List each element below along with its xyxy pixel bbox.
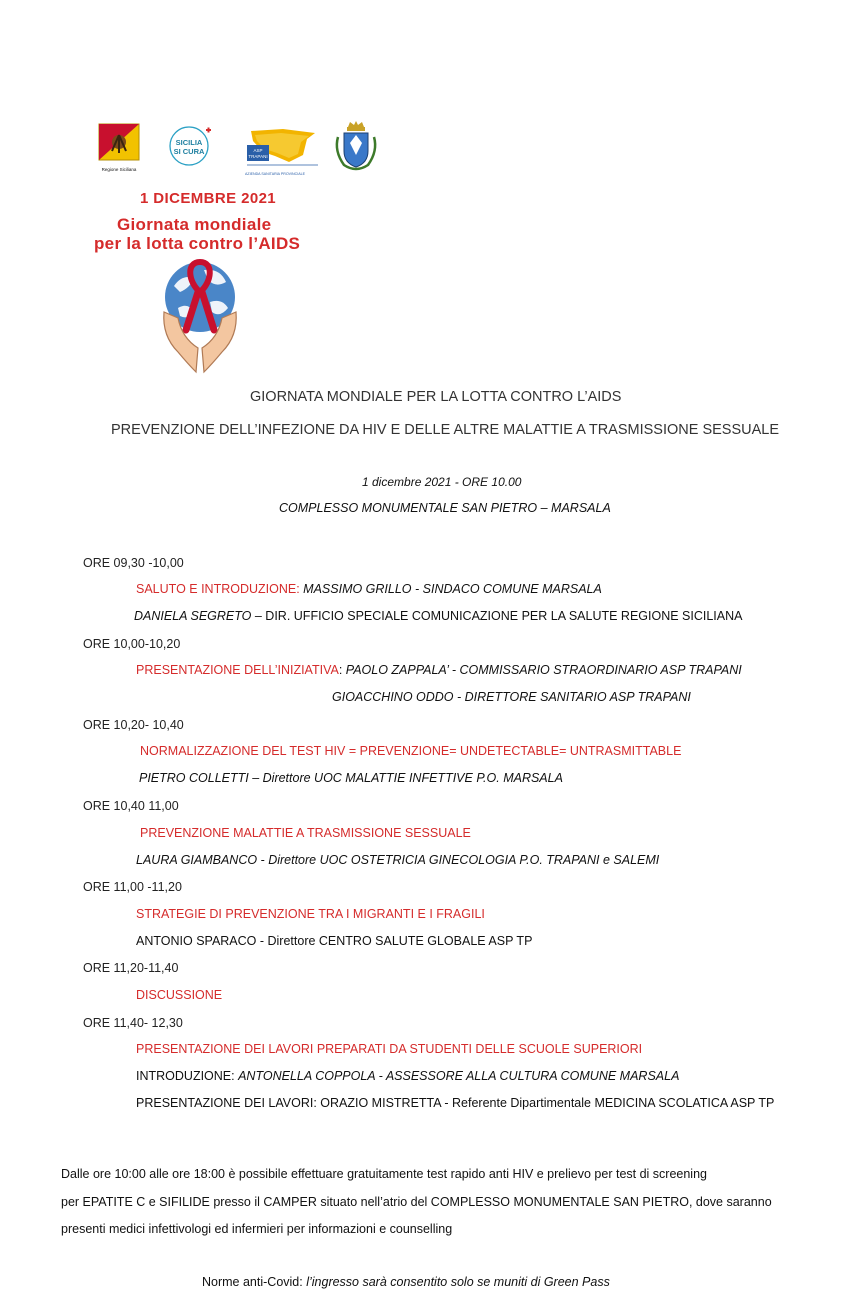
session4-speaker: LAURA GIAMBANCO - Direttore UOC OSTETRICIA GINECOLOGIA P.O. TRAPANI e SALEMI	[136, 853, 660, 867]
session2-colon: :	[338, 663, 343, 677]
heading-line1: GIORNATA MONDIALE PER LA LOTTA CONTRO L’AIDS	[250, 389, 622, 405]
covid-label: Norme anti-Covid:	[202, 1275, 307, 1289]
session7-intro-label: INTRODUZIONE:	[136, 1069, 239, 1083]
svg-text:ASP: ASP	[253, 148, 263, 153]
session5-title: STRATEGIE DI PREVENZIONE TRA I MIGRANTI E I FRAGILI	[136, 907, 485, 921]
session7-works: PRESENTAZIONE DEI LAVORI: ORAZIO MISTRETTA - Referente Dipartimentale MEDICINA SCOLATICA ASP TP	[136, 1096, 775, 1110]
regione-siciliana-logo	[98, 123, 140, 172]
session1-title: SALUTO E INTRODUZIONE:	[136, 582, 300, 596]
sicilia-si-cura-logo	[168, 123, 214, 174]
event-venue: COMPLESSO MONUMENTALE SAN PIETRO – MARSALA	[279, 501, 611, 515]
session2-speaker1: PAOLO ZAPPALA’ - COMMISSARIO STRAORDINARIO ASP TRAPANI	[345, 663, 742, 677]
session7-intro-speaker: ANTONELLA COPPOLA - ASSESSORE ALLA CULTURA COMUNE MARSALA	[238, 1069, 680, 1083]
session1-speaker2-role: – DIR. UFFICIO SPECIALE COMUNICAZIONE PER LA SALUTE REGIONE SICILIANA	[251, 609, 743, 623]
session2-row	[136, 663, 742, 677]
session2-speaker2: GIOACCHINO ODDO - DIRETTORE SANITARIO ASP TRAPANI	[332, 690, 691, 704]
session5-speaker: ANTONIO SPARACO - Direttore CENTRO SALUTE GLOBALE ASP TP	[136, 934, 533, 948]
banner-title-line2: per la lotta contro l’AIDS	[94, 234, 301, 253]
session1-row2	[134, 609, 742, 623]
covid-text: l’ingresso sarà consentito solo se muniti di Green Pass	[306, 1275, 610, 1289]
event-date-time: 1 dicembre 2021 - ORE 10.00	[362, 475, 522, 489]
notice-line2: per EPATITE C e SIFILIDE presso il CAMPER situato nell’atrio del COMPLESSO MONUMENTALE SAN PIETRO, dove saranno	[61, 1195, 772, 1209]
session1-speaker2-name: DANIELA SEGRETO	[134, 609, 252, 623]
session1-speaker1: MASSIMO GRILLO - SINDACO COMUNE MARSALA	[303, 582, 602, 596]
session2-title: PRESENTAZIONE DELL’INIZIATIVA	[136, 663, 339, 677]
notice-line1: Dalle ore 10:00 alle ore 18:00 è possibile effettuare gratuitamente test rapido anti HIV e prelievo per test di screening	[61, 1167, 707, 1181]
session7-title: PRESENTAZIONE DEI LAVORI PREPARATI DA STUDENTI DELLE SCUOLE SUPERIORI	[136, 1042, 643, 1056]
session5-time: ORE 11,00 -11,20	[83, 880, 182, 894]
session3-title: NORMALIZZAZIONE DEL TEST HIV = PREVENZIONE= UNDETECTABLE= UNTRASMITTABLE	[140, 744, 682, 758]
session4-title: PREVENZIONE MALATTIE A TRASMISSIONE SESSUALE	[140, 826, 471, 840]
asp-trapani-sublabel: AZIENDA SANITARIA PROVINCIALE	[245, 172, 306, 176]
aids-ribbon-globe-hands-illustration	[160, 252, 240, 381]
regione-siciliana-label: Regione Siciliana	[101, 167, 137, 172]
banner-date: 1 DICEMBRE 2021	[140, 190, 277, 207]
session7-intro-row	[136, 1069, 679, 1083]
svg-text:SI CURA: SI CURA	[173, 147, 205, 156]
covid-rules	[202, 1275, 610, 1289]
session2-time: ORE 10,00-10,20	[83, 637, 181, 651]
session6-time: ORE 11,20-11,40	[83, 961, 179, 975]
svg-text:TRAPANI: TRAPANI	[248, 154, 268, 159]
session3-speaker: PIETRO COLLETTI – Direttore UOC MALATTIE INFETTIVE P.O. MARSALA	[139, 771, 563, 785]
notice-line3: presenti medici infettivologi ed infermieri per informazioni e counselling	[61, 1222, 453, 1236]
session1-row	[136, 582, 602, 596]
session6-title: DISCUSSIONE	[136, 988, 223, 1002]
asp-trapani-logo	[245, 125, 320, 176]
session3-time: ORE 10,20- 10,40	[83, 718, 184, 732]
session1-time: ORE 09,30 -10,00	[83, 556, 184, 570]
session7-time: ORE 11,40- 12,30	[83, 1016, 183, 1030]
svg-text:SICILIA: SICILIA	[175, 138, 203, 147]
session4-time: ORE 10,40 11,00	[83, 799, 179, 813]
heading-line2: PREVENZIONE DELL’INFEZIONE DA HIV E DELLE ALTRE MALATTIE A TRASMISSIONE SESSUALE	[111, 422, 780, 438]
comune-marsala-crest	[332, 121, 380, 176]
banner-title-line1: Giornata mondiale	[117, 215, 272, 234]
